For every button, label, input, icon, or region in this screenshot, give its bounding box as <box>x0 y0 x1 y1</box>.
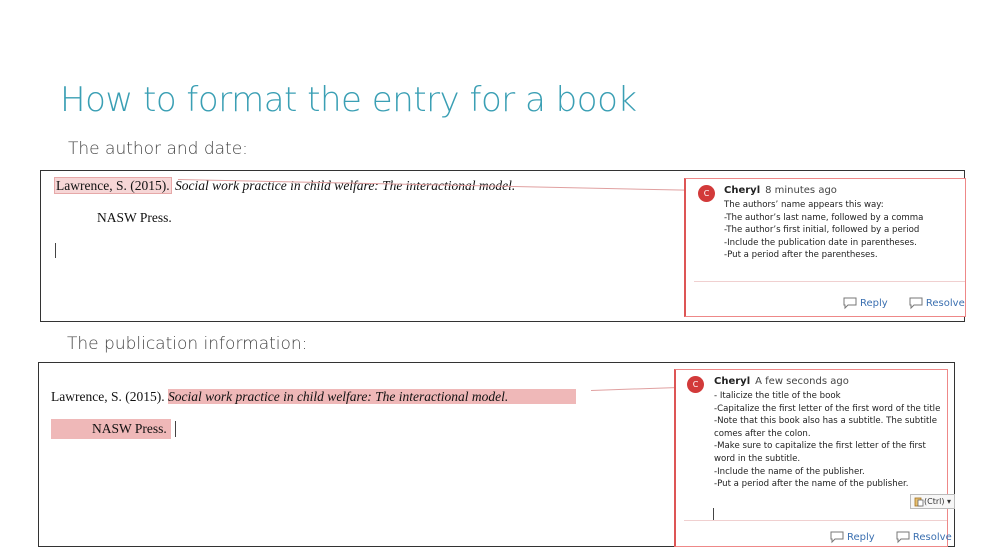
avatar: C <box>698 185 715 202</box>
comment-card[interactable] <box>684 178 966 317</box>
comment-line: -Make sure to capitalize the first letter of the first <box>714 441 926 452</box>
reply-button[interactable] <box>830 531 875 543</box>
comment-actions <box>843 297 983 312</box>
resolve-icon <box>909 297 923 309</box>
reply-label: Reply <box>860 297 888 309</box>
reply-icon <box>843 297 857 309</box>
comment-line: -Note that this book also has a subtitle. The subtitle <box>714 416 938 427</box>
comment-header <box>724 185 837 196</box>
comment-timestamp: 8 minutes ago <box>765 185 837 196</box>
paste-options-button[interactable] <box>910 494 955 509</box>
comment-line: - Italicize the title of the book <box>714 391 841 401</box>
reference-author-date: Lawrence, S. (2015). <box>51 389 165 404</box>
reply-icon <box>830 531 844 543</box>
comment-line: -Capitalize the first letter of the first word of the title <box>714 403 941 414</box>
comment-line: -Put a period after the name of the publisher. <box>714 479 909 490</box>
comment-author: Cheryl <box>724 185 761 196</box>
comment-actions <box>830 531 970 546</box>
reference-line-1 <box>51 389 576 405</box>
comment-divider <box>694 281 965 282</box>
document-screenshot-publication-info <box>38 362 955 547</box>
paste-options-icon <box>914 496 924 507</box>
comment-line: The authors’ name appears this way: <box>724 200 884 210</box>
comment-line: word in the subtitle. <box>714 453 801 464</box>
comment-timestamp: A few seconds ago <box>755 376 849 387</box>
avatar: C <box>687 376 704 393</box>
comment-line: -Put a period after the parentheses. <box>724 250 878 261</box>
comment-body <box>714 390 940 491</box>
resolve-button[interactable] <box>896 531 952 543</box>
comment-divider <box>684 520 947 521</box>
comment-line: -Include the publication date in parentheses. <box>724 237 917 248</box>
resolve-label: Resolve <box>925 297 965 309</box>
comment-body <box>724 199 923 262</box>
document-screenshot-author-date <box>40 170 965 322</box>
highlighted-author-date: Lawrence, S. (2015). <box>56 178 170 193</box>
paste-options-label: (Ctrl) ▾ <box>924 497 952 506</box>
comment-line: -The author’s first initial, followed by a period <box>724 225 920 236</box>
reference-title: Social work practice in child welfare: The interactional model. <box>174 178 516 193</box>
comment-line: -The author’s last name, followed by a comma <box>724 212 924 223</box>
comment-card[interactable] <box>674 369 952 547</box>
comment-line: comes after the colon. <box>714 428 811 439</box>
comment-line: -Include the name of the publisher. <box>714 466 865 477</box>
reference-publisher: NASW Press. <box>97 210 172 225</box>
section-label-publication-info: The publication information: <box>67 334 308 354</box>
slide-title: How to format the entry for a book <box>60 80 637 120</box>
text-cursor <box>55 243 56 258</box>
highlighted-title: Social work practice in child welfare: The interactional model. <box>168 389 576 404</box>
reply-label: Reply <box>847 531 875 543</box>
highlighted-publisher: NASW Press. <box>51 419 171 439</box>
reply-button[interactable] <box>843 297 888 309</box>
resolve-button[interactable] <box>909 297 965 309</box>
section-label-author-date: The author and date: <box>68 139 248 159</box>
resolve-icon <box>896 531 910 543</box>
comment-connector-line <box>591 387 675 391</box>
comment-author: Cheryl <box>714 376 751 387</box>
comment-header <box>714 376 849 387</box>
text-cursor <box>175 421 176 437</box>
resolve-label: Resolve <box>912 531 952 543</box>
